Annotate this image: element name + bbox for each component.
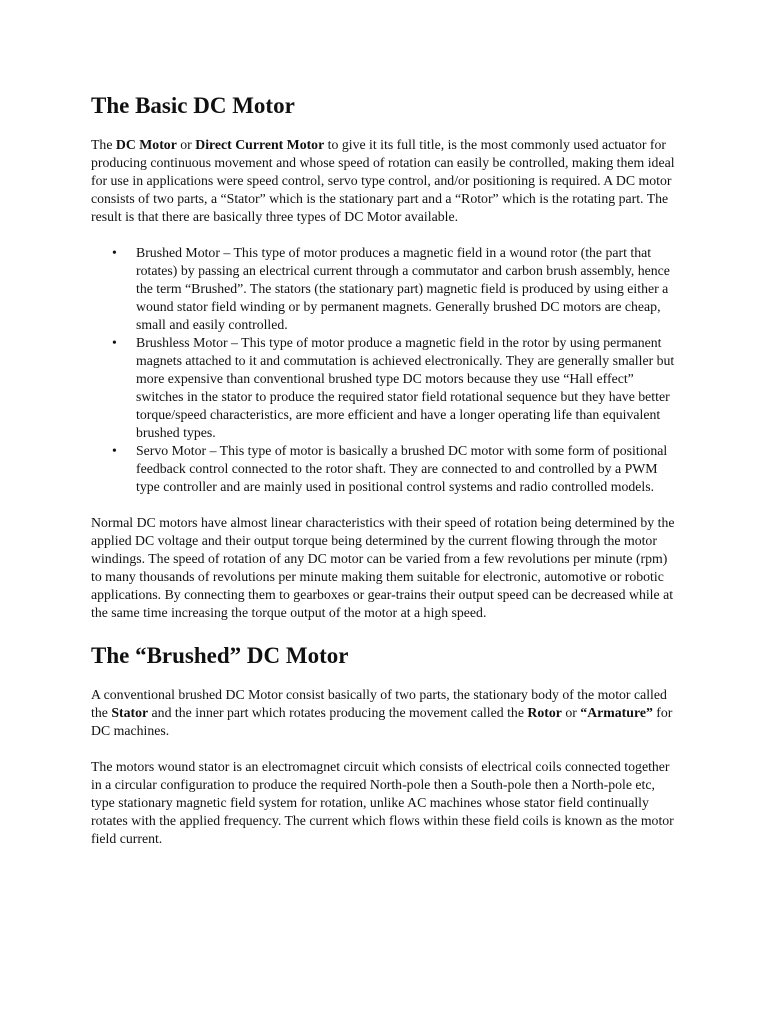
bullet-icon: • [112, 335, 117, 350]
brushed-text-3: or [561, 705, 581, 720]
term-armature: “Armature” [580, 705, 653, 720]
term-direct-current-motor: Direct Current Motor [195, 137, 325, 152]
brushed-text-4: for DC machines. [91, 705, 673, 738]
characteristics-paragraph: Normal DC motors have almost linear characteristics with their speed of rotation being determined by the applied DC voltage and their output torque being determined by the current flowing through the motor windings. The speed of rotation of any DC motor can be varied from a few revolutions per minute (rpm) to many thousands of revolutions per minute making them suitable for electronic, automotive or robotic applications. By connecting them to gearboxes or gear-trains their output speed can be decreased while at the same time increasing the torque output of the motor at a high speed. [91, 515, 675, 620]
bullet-icon: • [112, 245, 117, 260]
brushed-motor-paragraph [91, 686, 678, 740]
list-item-brushless-motor [112, 334, 678, 442]
term-stator: Stator [111, 705, 149, 720]
intro-text-1: The [91, 137, 116, 152]
list-item-brushed-motor [112, 244, 678, 334]
intro-paragraph [91, 136, 678, 226]
term-dc-motor: DC Motor [115, 137, 177, 152]
motor-types-list [91, 244, 678, 496]
section-heading-basic-dc-motor: The Basic DC Motor [91, 93, 295, 118]
list-item-text: Brushless Motor – This type of motor produce a magnetic field in the rotor by using permanent magnets attached to it and commutation is achieved electronically. They are generally smaller but more expensive than conventional brushed type DC motors because they use “Hall effect” switches in the stator to produce the required stator field rotational sequence but they have better torque/speed characteristics, are more efficient and have a longer operating life than equivalent brushed types. [136, 335, 675, 440]
intro-text-2: or [176, 137, 196, 152]
brushed-text-1: A conventional brushed DC Motor consist basically of two parts, the stationary body of the motor called the [91, 687, 667, 720]
bullet-icon: • [112, 443, 117, 458]
wound-stator-paragraph: The motors wound stator is an electromagnet circuit which consists of electrical coils connected together in a circular configuration to produce the required North-pole then a South-pole then a North-pole etc, type stationary magnetic field system for rotation, unlike AC machines whose stator field continually rotates with the applied frequency. The current which flows within these field coils is known as the motor field current. [91, 759, 674, 846]
brushed-text-2: and the inner part which rotates producing the movement called the [148, 705, 528, 720]
list-item-text: Brushed Motor – This type of motor produces a magnetic field in a wound rotor (the part that rotates) by passing an electrical current through a commutator and carbon brush assembly, hence the term “Brushed”. The stators (the stationary part) magnetic field is produced by using either a wound stator field winding or by permanent magnets. Generally brushed DC motors are cheap, small and easily controlled. [136, 245, 670, 332]
intro-text-3: to give it its full title, is the most commonly used actuator for producing continuous movement and whose speed of rotation can easily be controlled, making them ideal for use in applications were speed control, servo type control, and/or positioning is required. A DC motor consists of two parts, a “Stator” which is the stationary part and a “Rotor” which is the rotating part. The result is that there are basically three types of DC Motor available. [91, 137, 675, 224]
list-item-text: Servo Motor – This type of motor is basically a brushed DC motor with some form of positional feedback control connected to the rotor shaft. They are connected to and controlled by a PWM type controller and are mainly used in positional control systems and radio controlled models. [136, 443, 668, 494]
term-rotor: Rotor [527, 705, 562, 720]
section-heading-brushed-dc-motor: The “Brushed” DC Motor [91, 643, 349, 668]
list-item-servo-motor [112, 442, 678, 496]
